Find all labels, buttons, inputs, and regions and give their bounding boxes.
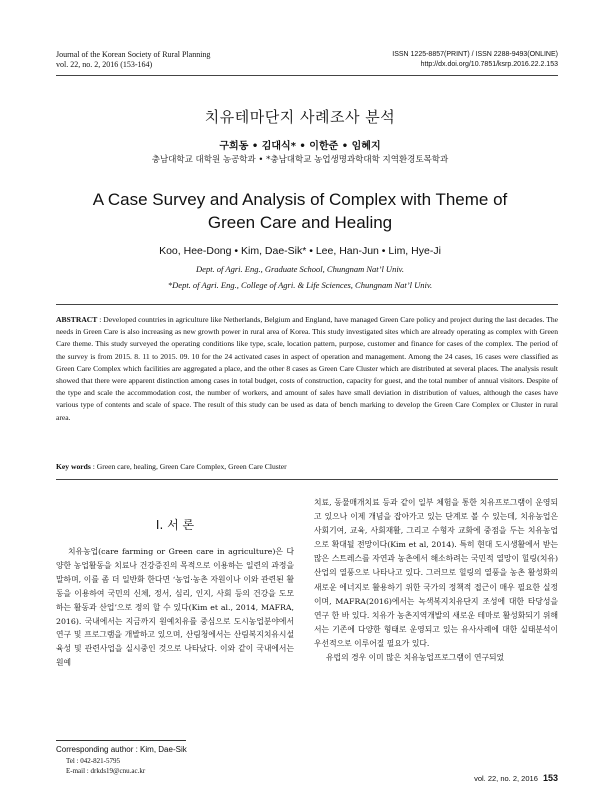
footer-volume: vol. 22, no. 2, 2016 — [474, 774, 538, 783]
keywords-bottom-rule — [56, 479, 558, 480]
doi-link[interactable]: http://dx.doi.org/10.7851/ksrp.2016.22.2.153 — [420, 61, 558, 68]
right-column — [314, 496, 558, 665]
abstract-label: ABSTRACT — [56, 315, 98, 324]
header-rule — [56, 75, 558, 76]
korean-title: 치유테마단지 사례조사 분석 — [204, 108, 396, 126]
issn: ISSN 1225-8857(PRINT) / ISSN 2288-9493(ONLINE) — [392, 51, 558, 58]
right-column-paragraph-2: 유럽의 경우 이미 많은 치유농업프로그램이 연구되었 — [326, 653, 505, 663]
corresponding-email[interactable]: E-mail : drkds19@cnu.ac.kr — [66, 767, 146, 775]
english-title-line1: A Case Survey and Analysis of Complex with Theme of — [92, 190, 508, 209]
left-column-paragraph: 치유농업(care farming or Green care in agriculture)은 다양한 농업활동을 치료나 건강증진의 목적으로 이용하는 일련의 과정을 말하며, 이를 좀 더 일반화 한다면 ‘농업·농촌 자원이나 이와 관련된 활동을 이용하여 국민의 신체, 정서, 심리, 인지, 사회 등의 건강을 도모하는 활동과 산업’으로 정의 할 수 있다(Kim et al., 2014, MAFRA, 2016). 국내에서는 지금까지 원예치유를 중심으로 도시농업분야에서 연구 및 프로그램을 개발하고 있으며, 산림청에서는 산림복지치유시설 육성 및 관련사업을 실시중인 것으로 나타났다. 이와 같이 국내에서는 원예 — [56, 547, 294, 668]
page-footer — [474, 773, 558, 783]
keywords-text: : Green care, healing, Green Care Complex, Green Care Cluster — [92, 462, 287, 471]
correspondence — [56, 744, 187, 776]
page-number: 153 — [542, 773, 558, 783]
english-affiliation-2: *Dept. of Agri. Eng., College of Agri. & Life Sciences, Chungnam Nat’l Univ. — [167, 280, 433, 290]
journal-header-left — [56, 50, 210, 70]
footnote-rule — [56, 740, 186, 741]
english-title-line2: Green Care and Healing — [207, 213, 393, 232]
volume-info: vol. 22, no. 2, 2016 (153-164) — [56, 60, 153, 69]
abstract-top-rule — [56, 304, 558, 305]
abstract-text: : Developed countries in agriculture like Netherlands, Belgium and England, have managed Green Care policy and project during the last decades. The needs in Green Care is also increasing as new growth power in rural area of Korea. This study investigated sites which are already operating as complex with Green Care theme. This study surveyed the operating conditions like type, scale, location pattern, purpose, customer and finance for cases of the complex. The period of the survey is from 2015. 8. 11 to 2015. 09. 10 for the 24 activated cases in aspect of operation and management. Among the 24 cases, 16 cases were classified as Green Care Complex which facilities are aggregated a place, and the other 8 cases as Green Care Cluster which are distributed at several places. The analysis result showed that there were apparent distinction among cases in total budget, costs of construction, capacity for guest, and the total number of annual visitors. Despite of the type and scale the accommodation cost, the number of workers, and amount of sales have small deviation in distribution of values, although the cases have various type of contents and scale of space. The result of this study can be used as data of bench marking to develop the Green Care Complex or Cluster in rural area. — [56, 315, 558, 422]
journal-header-right — [392, 50, 558, 70]
abstract — [56, 314, 558, 424]
corresponding-author: Corresponding author : Kim, Dae-Sik — [56, 745, 187, 754]
english-affiliation-1: Dept. of Agri. Eng., Graduate School, Chungnam Nat’l Univ. — [196, 264, 404, 274]
corresponding-tel: Tel : 042-821-5795 — [66, 757, 120, 765]
english-title — [40, 188, 560, 234]
keywords-label: Key words — [56, 462, 91, 471]
journal-name: Journal of the Korean Society of Rural Planning — [56, 50, 211, 59]
english-authors: Koo, Hee-Dong • Kim, Dae-Sik* • Lee, Han-Jun • Lim, Hye-Ji — [159, 245, 441, 257]
korean-authors: 구희동 • 김대식* • 이한준 • 임혜지 — [219, 141, 381, 152]
right-column-paragraph-1: 치료, 동물매개치료 등과 같이 일부 체험을 통한 치유프로그램이 운영되고 있으나 이제 개념을 잡아가고 있는 단계로 볼 수 있는데, 치유농업은 사회기여, 교육, 사회재활, 그리고 수형자 교화에 중점을 두는 치유농업으로 확대될 전망이다(Kim et al, 2014). 특히 현대 도시생활에서 받는 많은 스트레스를 자연과 농촌에서 해소하려는 국민적 열망이 힐링(치유)산업의 열풍으로 나타나고 있다. 그러므로 힐링의 열풍을 농촌 활성화의 새로운 에너지로 활용하기 위한 국가의 정책적 접근이 매우 필요한 실정이며, MAFRA(2016)에서는 녹색복지치유단지 조성에 대한 타당성을 연구 한 바 있다. 치유가 농촌지역개발의 새로운 테마로 활성화되기 위해서는 기존에 다양한 형태로 운영되고 있는 유사사례에 대한 실태분석이 우선적으로 이루어질 필요가 있다. — [314, 498, 558, 648]
keywords — [56, 462, 287, 471]
section-title-introduction: I. 서 론 — [155, 518, 195, 532]
korean-affiliation: 충남대학교 대학원 농공학과 • *충남대학교 농업생명과학대학 지역환경토목학과 — [151, 155, 449, 165]
